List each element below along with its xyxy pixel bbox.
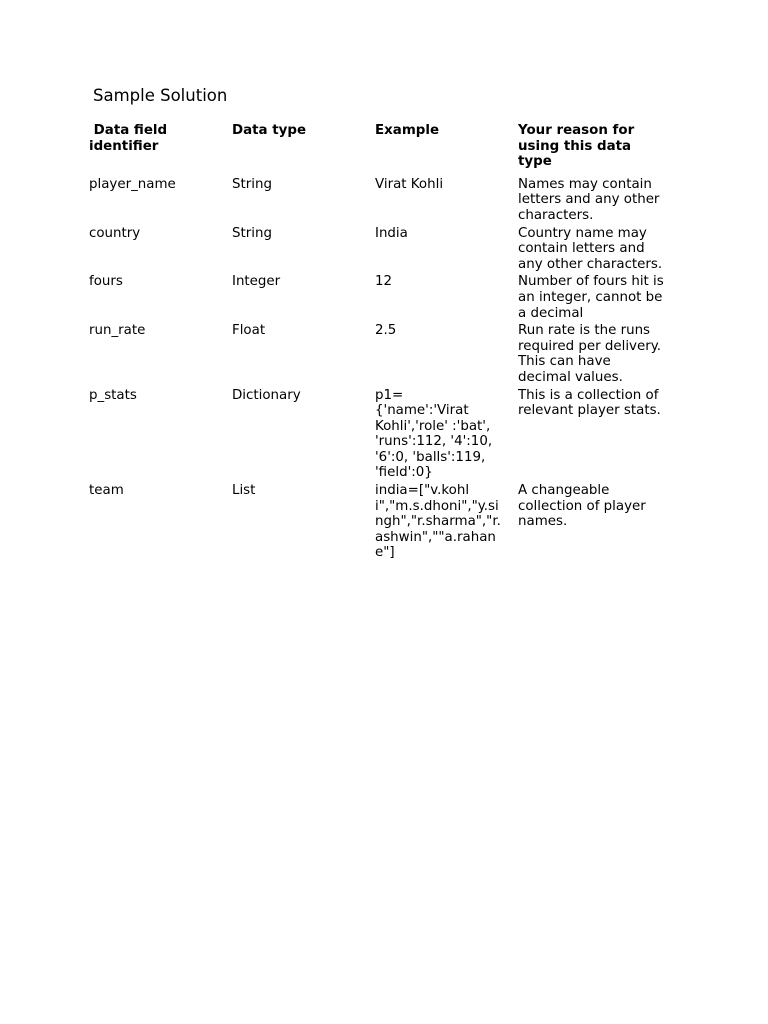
cell-type: Integer [232,274,281,290]
table-row [83,170,673,224]
cell-reason: Number of fours hit is an integer, cannot be a decimal [518,274,664,321]
cell-example: p1= {'name':'Virat Kohli','role' :'bat', 'runs':112, '4':10, '6':0, 'balls':119, 'field':0} [375,387,493,481]
cell-example: Virat Kohli [375,176,444,192]
table-row [83,481,673,561]
header-reason: Your reason for using this data type [518,123,635,170]
data-types-table [83,121,673,561]
cell-example: India [375,225,408,241]
cell-field: player_name [89,176,176,192]
table-header-row [83,121,673,170]
cell-type: List [232,483,256,499]
cell-example: 12 [375,274,393,290]
cell-reason: Country name may contain letters and any other characters. [518,225,663,272]
header-data-field-identifier: Data field identifier [89,123,172,154]
cell-type: Float [232,323,266,339]
cell-field: run_rate [89,323,146,339]
cell-field: team [89,483,124,499]
cell-type: Dictionary [232,387,301,403]
table-row [83,272,673,321]
cell-example: 2.5 [375,323,397,339]
cell-field: fours [89,274,123,290]
cell-type: String [232,225,272,241]
table-row [83,386,673,482]
cell-reason: A changeable collection of player names. [518,483,646,530]
cell-field: p_stats [89,387,137,403]
cell-field: country [89,225,141,241]
page-title: Sample Solution [93,86,228,105]
cell-reason: Run rate is the runs required per delivery. This can have decimal values. [518,323,661,385]
header-example: Example [375,123,440,138]
table-row [83,321,673,385]
table-row [83,224,673,273]
cell-reason: This is a collection of relevant player stats. [518,387,661,419]
cell-example: india=["v.kohli","m.s.dhoni","y.singh","r.sharma","r.ashwin",""a.rahane"] [375,483,501,561]
header-data-type: Data type [232,123,307,138]
cell-type: String [232,176,272,192]
cell-reason: Names may contain letters and any other characters. [518,176,660,223]
